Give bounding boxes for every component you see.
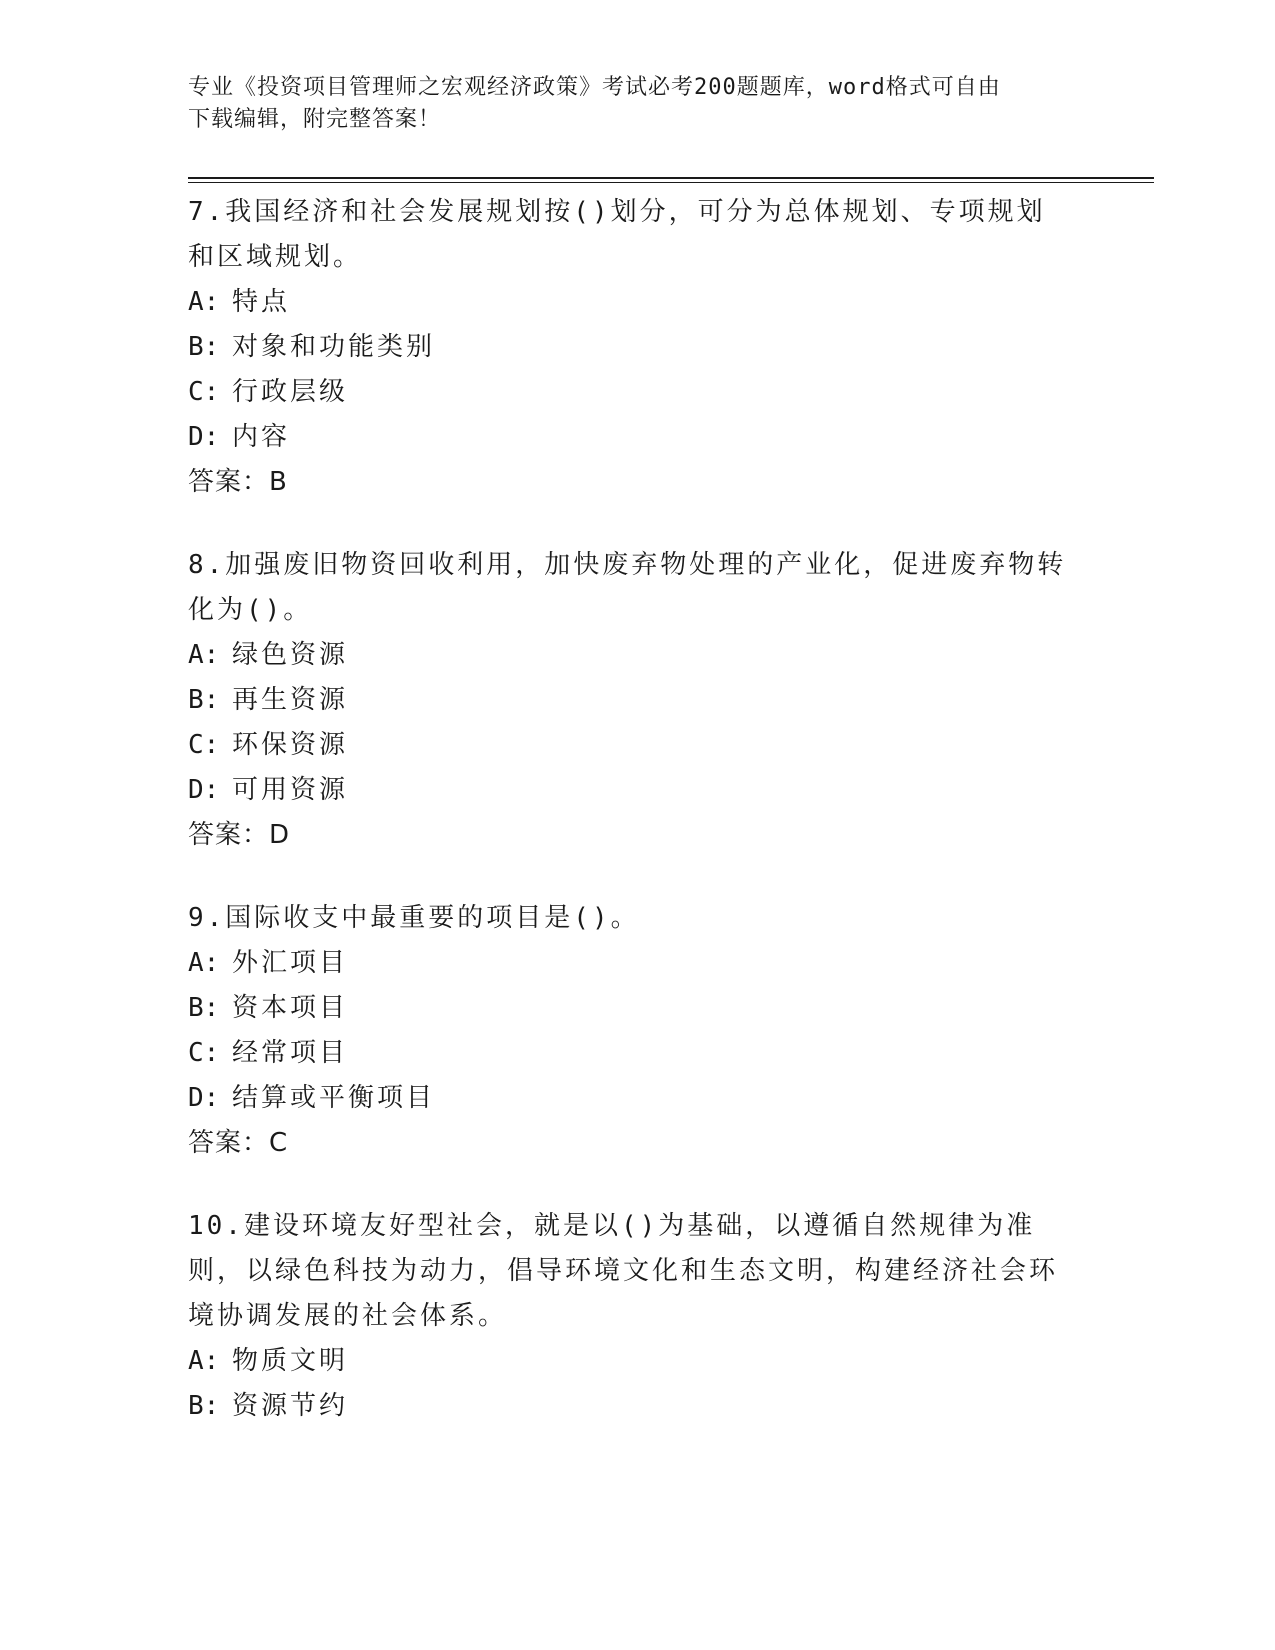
option-letter: C: (188, 1038, 220, 1068)
option-b (188, 325, 1068, 370)
question-list (188, 190, 1068, 1467)
option-d (188, 768, 1068, 813)
question-10 (188, 1204, 1068, 1429)
option-letter: C: (188, 377, 220, 407)
option-letter: B: (188, 993, 220, 1023)
question-text: 10.建设环境友好型社会，就是以()为基础，以遵循自然规律为准则，以绿色科技为动力，倡导环境文化和生态文明，构建经济社会环境协调发展的社会体系。 (188, 1211, 1059, 1331)
header-line-1: 专业《投资项目管理师之宏观经济政策》考试必考200题题库，word格式可自由 (188, 75, 1001, 100)
option-text: 资本项目 (232, 993, 349, 1023)
answer: 答案：C (188, 1128, 289, 1158)
option-letter: B: (188, 1391, 220, 1421)
option-text: 再生资源 (232, 685, 349, 715)
option-text: 可用资源 (232, 775, 349, 805)
option-letter: A: (188, 1346, 220, 1376)
option-text: 结算或平衡项目 (232, 1083, 436, 1113)
option-b (188, 678, 1068, 723)
header-divider-thin (188, 182, 1154, 183)
option-letter: D: (188, 422, 220, 452)
question-7 (188, 190, 1068, 505)
option-letter: A: (188, 640, 220, 670)
header-line-2: 下载编辑，附完整答案！ (188, 107, 442, 132)
option-letter: B: (188, 685, 220, 715)
option-text: 行政层级 (232, 377, 349, 407)
option-letter: C: (188, 730, 220, 760)
answer: 答案：B (188, 467, 288, 497)
option-a (188, 941, 1068, 986)
option-c (188, 723, 1068, 768)
option-text: 对象和功能类别 (232, 332, 436, 362)
header-divider-thick (188, 177, 1154, 179)
option-text: 内容 (232, 422, 291, 452)
option-c (188, 1031, 1068, 1076)
option-b (188, 986, 1068, 1031)
option-d (188, 1076, 1068, 1121)
option-text: 资源节约 (232, 1391, 349, 1421)
option-text: 特点 (232, 287, 291, 317)
option-letter: B: (188, 332, 220, 362)
option-letter: D: (188, 1083, 220, 1113)
option-text: 外汇项目 (232, 948, 349, 978)
option-a (188, 1339, 1068, 1384)
option-text: 经常项目 (232, 1038, 349, 1068)
question-8 (188, 543, 1068, 858)
option-d (188, 415, 1068, 460)
answer: 答案：D (188, 820, 291, 850)
option-a (188, 633, 1068, 678)
option-letter: A: (188, 287, 220, 317)
option-text: 环保资源 (232, 730, 349, 760)
option-c (188, 370, 1068, 415)
question-text: 9.国际收支中最重要的项目是()。 (188, 903, 640, 933)
question-text: 7.我国经济和社会发展规划按()划分，可分为总体规划、专项规划和区域规划。 (188, 197, 1046, 272)
option-letter: D: (188, 775, 220, 805)
option-text: 物质文明 (232, 1346, 349, 1376)
option-letter: A: (188, 948, 220, 978)
question-9 (188, 896, 1068, 1166)
document-header (188, 72, 1088, 136)
option-a (188, 280, 1068, 325)
option-b (188, 1384, 1068, 1429)
question-text: 8.加强废旧物资回收利用，加快废弃物处理的产业化，促进废弃物转化为()。 (188, 550, 1067, 625)
option-text: 绿色资源 (232, 640, 349, 670)
